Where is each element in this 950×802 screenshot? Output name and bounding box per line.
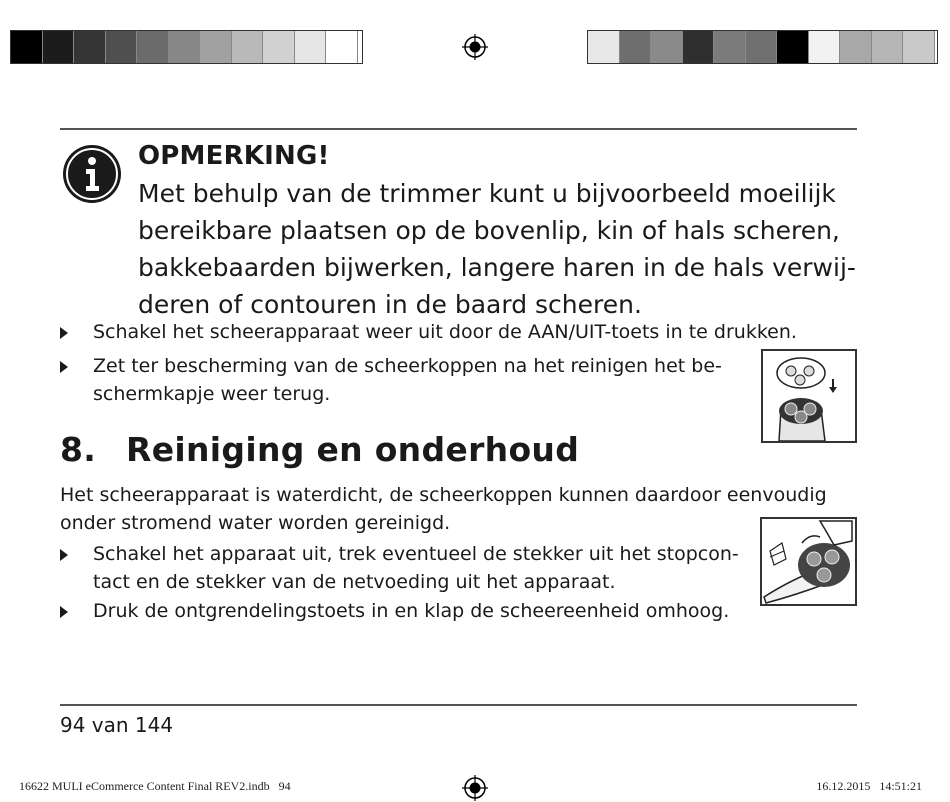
bullet-arrow-icon: [60, 327, 68, 339]
color-swatch: [651, 31, 683, 63]
step-line: Zet ter bescherming van de scheerkoppen na het reinigen het be-: [93, 355, 722, 377]
color-swatch: [746, 31, 778, 63]
color-swatch: [43, 31, 75, 63]
info-icon: [62, 144, 122, 204]
shaver-cap-illustration: [761, 349, 857, 443]
step-line: Schakel het apparaat uit, trek eventueel de stekker uit het stopcon-: [93, 543, 739, 565]
color-swatch: [809, 31, 841, 63]
color-swatch: [106, 31, 138, 63]
color-swatch: [777, 31, 809, 63]
step-text: Druk de ontgrendelingstoets in en klap de scheereenheid omhoog.: [93, 600, 730, 622]
paragraph-line: Het scheerapparaat is waterdicht, de scheerkoppen kunnen daardoor eenvoudig: [60, 484, 827, 506]
intro-paragraph: [60, 481, 860, 537]
step-text: Schakel het scheerapparaat weer uit door de AAN/UIT-toets in te drukken.: [93, 321, 797, 343]
notice-body: [138, 175, 858, 323]
color-swatch: [232, 31, 264, 63]
color-swatch: [11, 31, 43, 63]
footer-file: 16622 MULI eCommerce Content Final REV2.indb 94: [19, 779, 291, 793]
section-title: Reiniging en onderhoud: [126, 430, 580, 469]
color-swatch: [903, 31, 935, 63]
shaver-open-icon: [762, 519, 855, 604]
color-swatch: [263, 31, 295, 63]
color-swatch: [326, 31, 358, 63]
step-text: [93, 352, 722, 408]
color-swatch: [683, 31, 715, 63]
paragraph-line: onder stromend water worden gereinigd.: [60, 512, 451, 534]
section-number: 8.: [60, 430, 97, 469]
step-text: [93, 540, 739, 596]
step-line: schermkapje weer terug.: [93, 383, 331, 405]
notice-line: bereikbare plaatsen op de bovenlip, kin of hals scheren,: [138, 216, 840, 245]
color-swatch: [872, 31, 904, 63]
bullet-arrow-icon: [60, 361, 68, 373]
color-swatch: [588, 31, 620, 63]
registration-mark-icon: [462, 775, 488, 801]
top-rule: [60, 128, 857, 130]
notice-line: bakkebaarden bijwerken, langere haren in de hals verwij-: [138, 253, 856, 282]
color-swatch: [295, 31, 327, 63]
notice-line: Met behulp van de trimmer kunt u bijvoorbeeld moeilijk: [138, 179, 836, 208]
color-swatch: [169, 31, 201, 63]
section-heading: [60, 430, 579, 469]
color-swatch: [620, 31, 652, 63]
color-swatch: [840, 31, 872, 63]
color-swatch: [137, 31, 169, 63]
bullet-arrow-icon: [60, 549, 68, 561]
bullet-arrow-icon: [60, 606, 68, 618]
color-bar-right: [587, 30, 938, 64]
step-line: tact en de stekker van de netvoeding uit het apparaat.: [93, 571, 616, 593]
notice-line: deren of contouren in de baard scheren.: [138, 290, 642, 319]
shaver-open-illustration: [760, 517, 857, 606]
registration-mark-icon: [462, 34, 488, 60]
page-number: 94 van 144: [60, 713, 174, 737]
bottom-rule: [60, 704, 857, 706]
notice-title: OPMERKING!: [138, 141, 330, 171]
color-bar-left: [10, 30, 363, 64]
footer-date: 16.12.2015 14:51:21: [816, 779, 922, 793]
color-swatch: [74, 31, 106, 63]
color-swatch: [714, 31, 746, 63]
color-swatch: [200, 31, 232, 63]
shaver-cap-icon: [763, 351, 855, 441]
